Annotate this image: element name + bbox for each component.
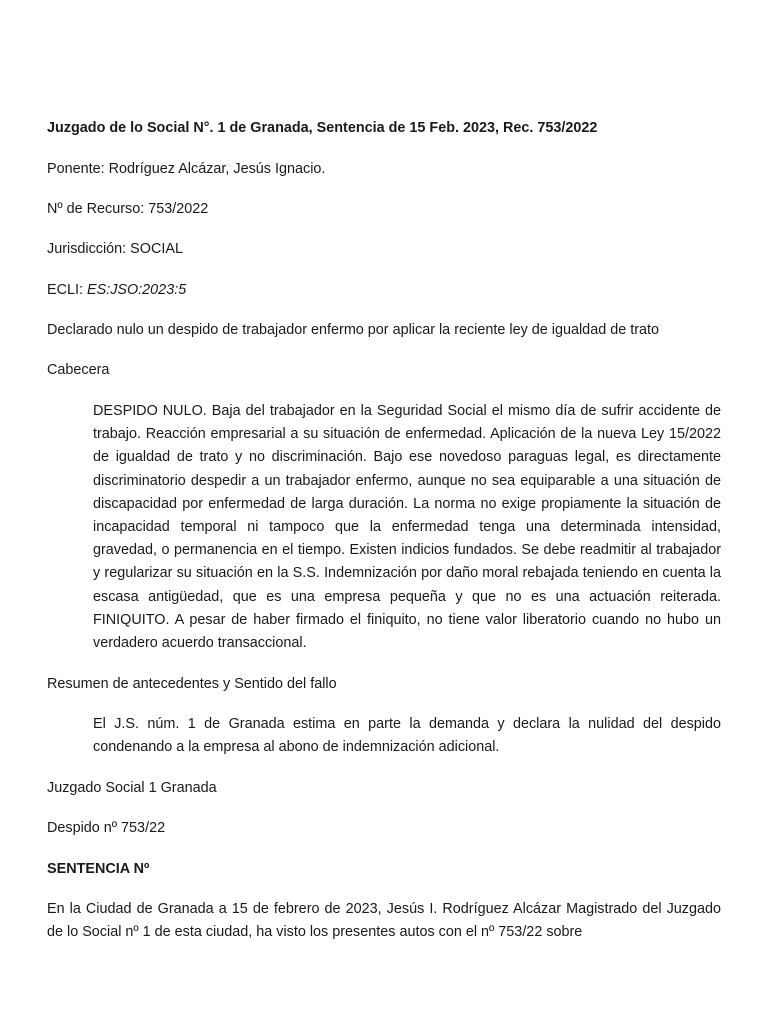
cabecera-text: DESPIDO NULO. Baja del trabajador en la Seguridad Social el mismo día de sufrir accidente de trabajo. Reacción empresarial a su situación de enfermedad. Aplicación de la nueva Ley 15/2022 de igualdad de trato y no discriminación. Bajo ese novedoso paraguas legal, es directamente discriminatorio despedir a un trabajador enfermo, aunque no sea equiparable a una situación de discapacidad por enfermedad de larga duración. La norma no exige propiamente la situación de incapacidad temporal ni tampoco que la enfermedad tenga una determinada intensidad, gravedad, o permanencia en el tiempo. Existen indicios fundados. Se debe readmitir al trabajador y regularizar su situación en la S.S. Indemnización por daño moral rebajada teniendo en cuenta la escasa antigüedad, que es una empresa pequeña y que no es una actuación reiterada. FINIQUITO. A pesar de haber firmado el finiquito, no tiene valor liberatorio cuando no hubo un verdadero acuerdo transaccional. xyxy=(93,403,721,652)
ecli-line xyxy=(47,280,186,300)
headline: Declarado nulo un despido de trabajador enfermo por aplicar la reciente ley de igualdad de trato xyxy=(47,322,659,338)
recurso-line: Nº de Recurso: 753/2022 xyxy=(47,201,209,217)
juzgado-line: Juzgado Social 1 Granada xyxy=(47,780,217,796)
cabecera-heading: Cabecera xyxy=(47,362,110,378)
jurisdiccion-line: Jurisdicción: SOCIAL xyxy=(47,241,183,257)
resumen-text: El J.S. núm. 1 de Granada estima en parte la demanda y declara la nulidad del despido condenando a la empresa al abono de indemnización adicional. xyxy=(93,716,721,756)
despido-line: Despido nº 753/22 xyxy=(47,820,166,836)
document-title: Juzgado de lo Social N°. 1 de Granada, Sentencia de 15 Feb. 2023, Rec. 753/2022 xyxy=(47,120,598,136)
sentencia-text: En la Ciudad de Granada a 15 de febrero de 2023, Jesús I. Rodríguez Alcázar Magistrado del Juzgado de lo Social nº 1 de esta ciudad, ha visto los presentes autos con el nº 753/22 sobre xyxy=(47,901,721,941)
resumen-heading: Resumen de antecedentes y Sentido del fallo xyxy=(47,676,337,692)
ecli-label: ECLI: xyxy=(47,282,87,298)
ponente-line: Ponente: Rodríguez Alcázar, Jesús Ignacio. xyxy=(47,161,326,177)
sentencia-heading: SENTENCIA Nº xyxy=(47,861,150,877)
ecli-value: ES:JSO:2023:5 xyxy=(87,282,187,298)
